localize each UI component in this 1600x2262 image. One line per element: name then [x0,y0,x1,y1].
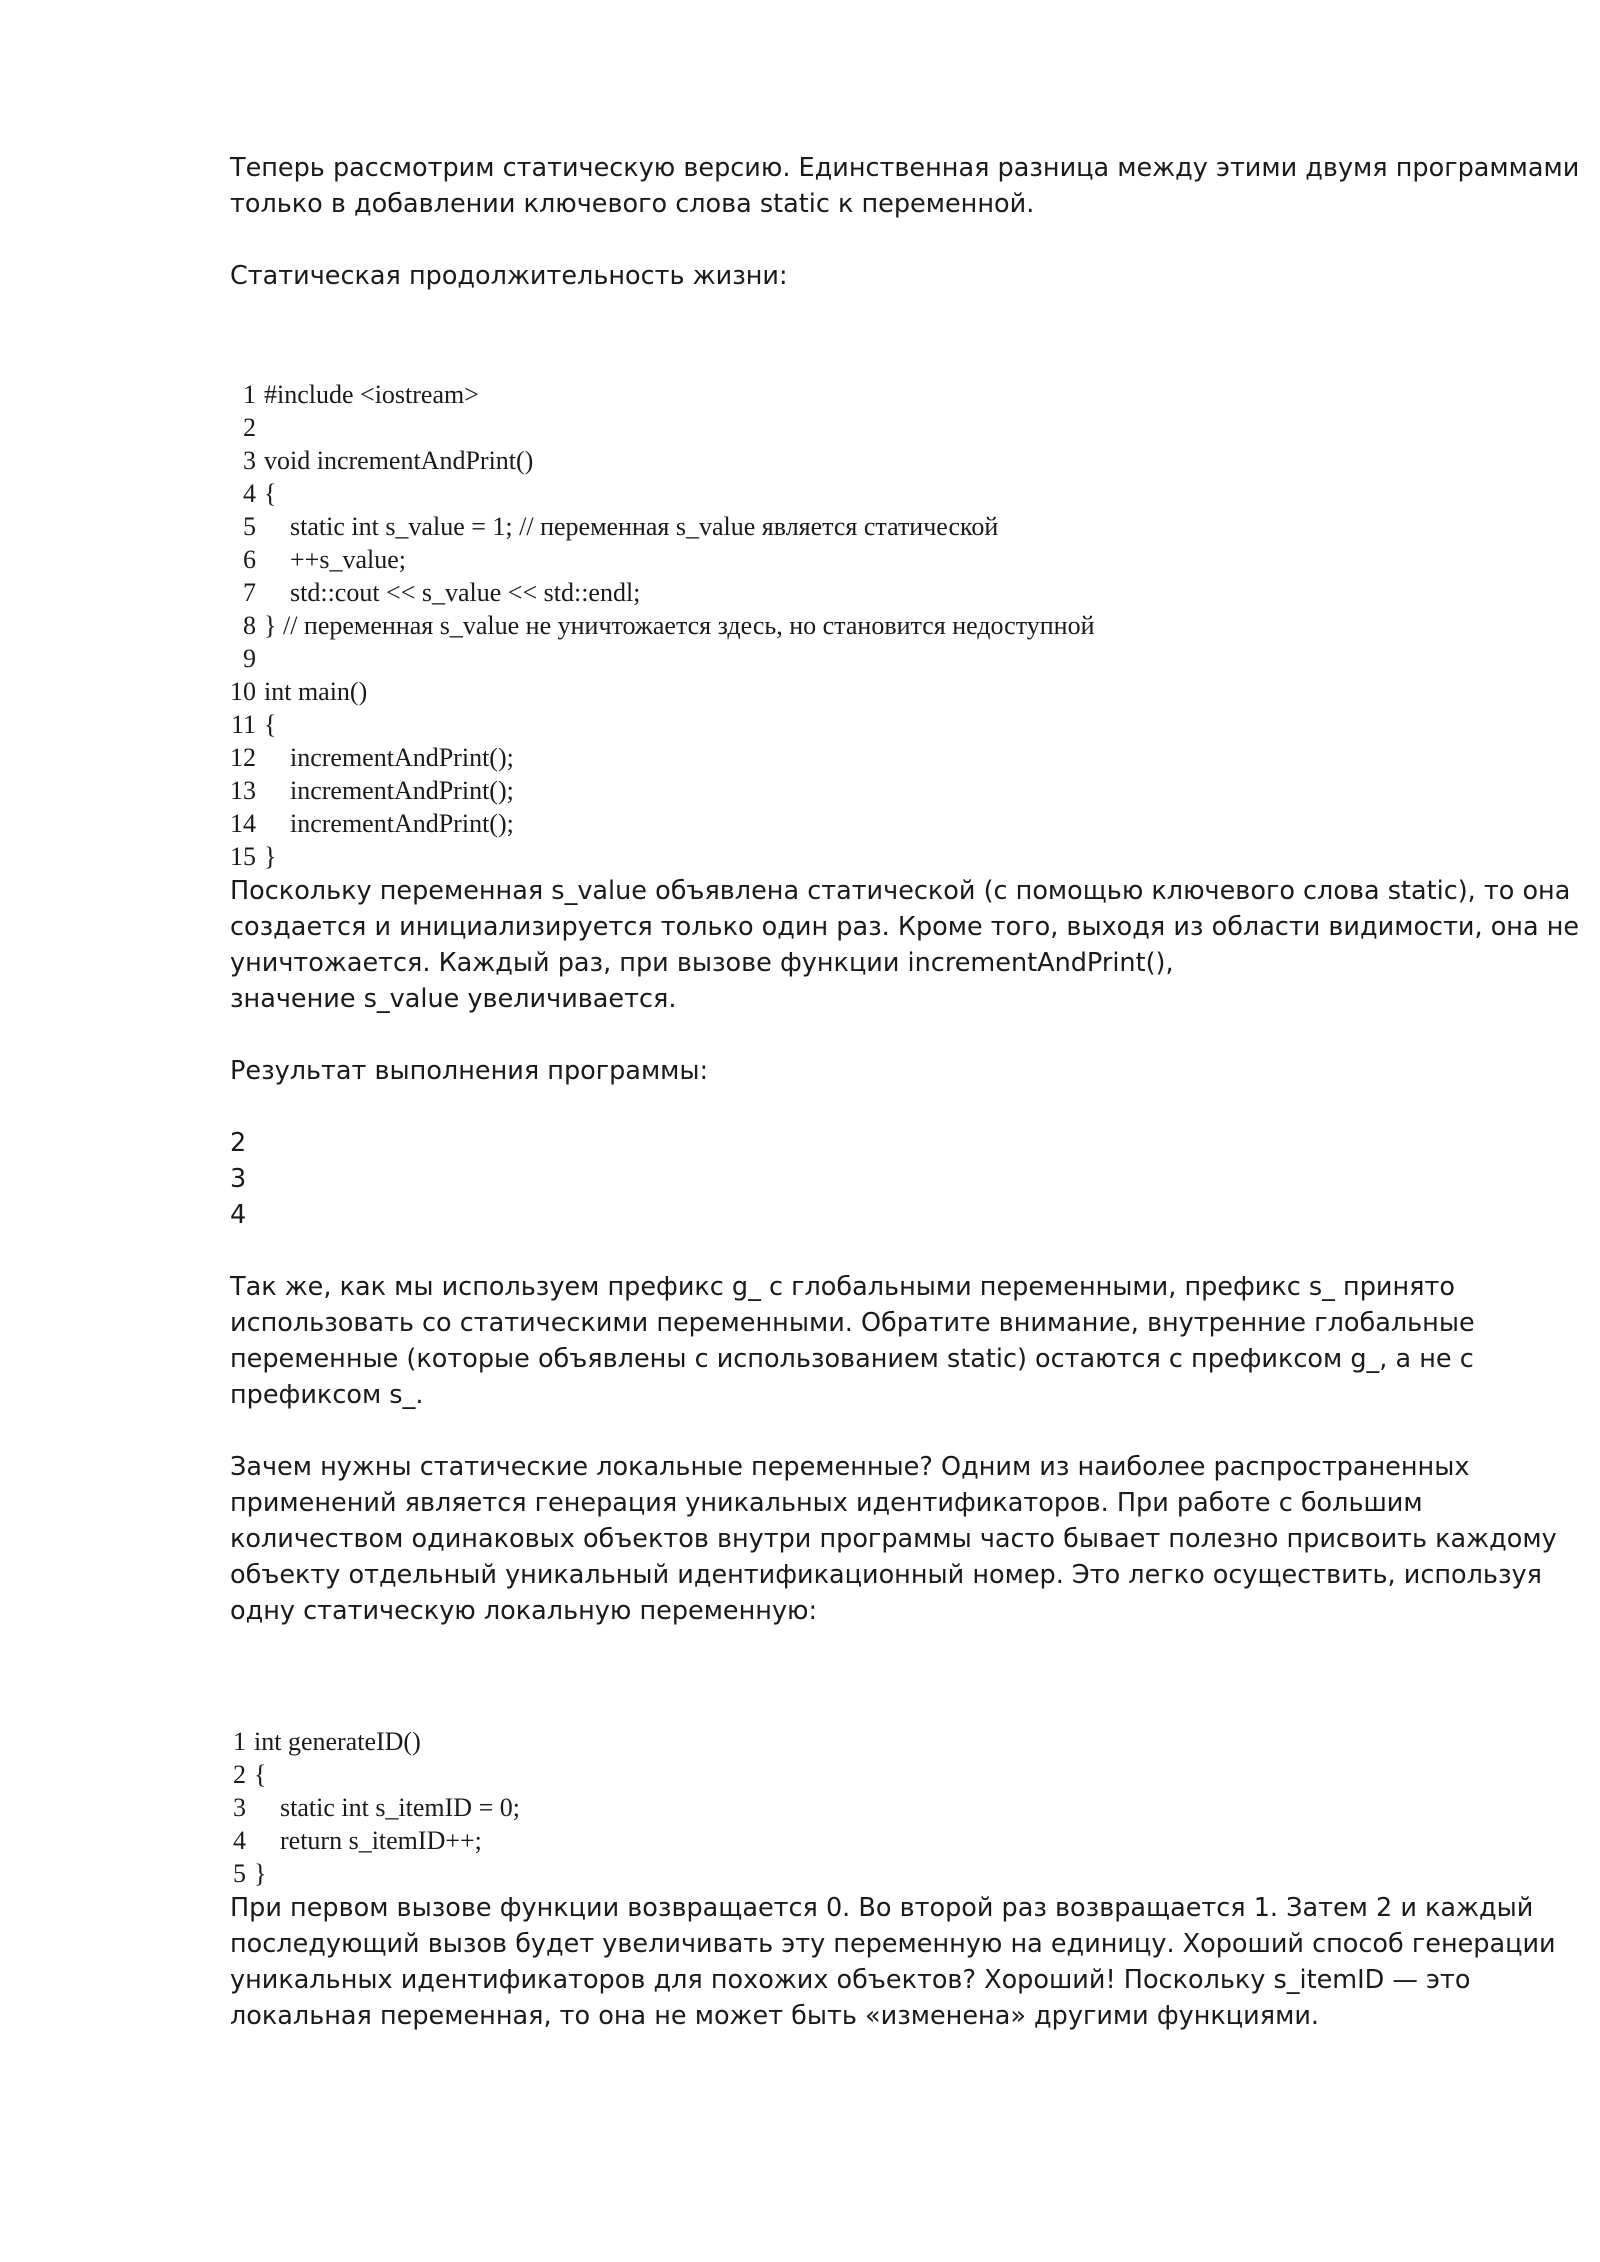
code-block-static-lifetime [230,378,1530,873]
text-line: При первом вызове функции возвращается 0. Во второй раз возвращается 1. Затем 2 и каждый [230,1893,1534,1923]
line-number: 11 [230,710,256,739]
line-number: 15 [230,842,256,871]
code-line [230,1791,1530,1824]
text-line: последующий вызов будет увеличивать эту переменную на единицу. Хороший способ генерации [230,1929,1556,1959]
code-line [230,609,1530,642]
output-line: 2 [230,1128,247,1158]
line-number: 4 [233,1826,246,1855]
text-line: Поскольку переменная s_value объявлена статической (с помощью ключевого слова static), то она [230,876,1571,906]
text-line: использовать со статическими переменными. Обратите внимание, внутренние глобальные [230,1308,1475,1338]
code-text: { [254,1760,267,1789]
code-text: { [264,710,277,739]
code-line [230,840,1530,873]
line-number: 5 [233,1859,246,1888]
code-line [230,1725,1530,1758]
code-line [230,1758,1530,1791]
code-line [230,576,1530,609]
line-number: 5 [243,512,256,541]
line-number: 2 [243,413,256,442]
code-line [230,1824,1530,1857]
text-line: Теперь рассмотрим статическую версию. Единственная разница между этими двумя программами [230,153,1580,183]
code-line [230,543,1530,576]
line-number: 1 [233,1727,246,1756]
code-line [230,1857,1530,1890]
code-text: } [264,842,277,871]
code-text: void incrementAndPrint() [264,446,534,475]
why-static-paragraph [230,1449,1557,1629]
output-line: 3 [230,1164,247,1194]
document-page [230,150,1580,2034]
text-line: Зачем нужны статические локальные переменные? Одним из наиболее распространенных [230,1452,1470,1482]
line-number: 14 [230,809,256,838]
line-number: 3 [233,1793,246,1822]
code-line [230,774,1530,807]
text-line: создается и инициализируется только один раз. Кроме того, выходя из области видимости, она не [230,912,1580,942]
code-text: return s_itemID++; [254,1826,482,1855]
line-number: 7 [243,578,256,607]
code-line [230,807,1530,840]
text-line: префиксом s_. [230,1380,424,1410]
code-line [230,378,1530,411]
output-line: 4 [230,1200,247,1230]
line-number: 1 [243,380,256,409]
code-text: static int s_itemID = 0; [254,1793,520,1822]
result-label: Результат выполнения программы: [230,1056,709,1086]
code-line [230,444,1530,477]
text-line: уничтожается. Каждый раз, при вызове функции incrementAndPrint(), [230,948,1174,978]
code-text: { [264,479,277,508]
text-line: переменные (которые объявлены с использованием static) остаются с префиксом g_, а не с [230,1344,1474,1374]
code-line [230,675,1530,708]
code-text: incrementAndPrint(); [264,809,514,838]
code-line [230,411,1530,444]
line-number: 12 [230,743,256,772]
code-text: int main() [264,677,368,706]
explanation-paragraph [230,873,1580,1017]
program-output [230,1125,1530,1233]
code-text: #include <iostream> [264,380,479,409]
code-text: } [254,1859,267,1888]
text-line: одну статическую локальную переменную: [230,1596,818,1626]
text-line: только в добавлении ключевого слова static к переменной. [230,189,1035,219]
line-number: 10 [230,677,256,706]
line-number: 2 [233,1760,246,1789]
code-text: incrementAndPrint(); [264,776,514,805]
text-line: Так же, как мы используем префикс g_ с глобальными переменными, префикс s_ принято [230,1272,1455,1302]
line-number: 8 [243,611,256,640]
line-number: 3 [243,446,256,475]
section-label: Статическая продолжительность жизни: [230,261,788,291]
code-line [230,708,1530,741]
code-text: static int s_value = 1; // переменная s_value является статической [264,512,999,541]
code-line [230,642,1530,675]
text-line: количеством одинаковых объектов внутри программы часто бывает полезно присвоить каждому [230,1524,1557,1554]
final-paragraph [230,1890,1556,2034]
prefix-paragraph [230,1269,1530,1413]
text-line: применений является генерация уникальных идентификаторов. При работе с большим [230,1488,1423,1518]
line-number: 6 [243,545,256,574]
code-text: incrementAndPrint(); [264,743,514,772]
text-line: объекту отдельный уникальный идентификационный номер. Это легко осуществить, используя [230,1560,1542,1590]
code-line [230,477,1530,510]
code-line [230,510,1530,543]
line-number: 4 [243,479,256,508]
text-line: значение s_value увеличивается. [230,984,677,1014]
line-number: 9 [243,644,256,673]
code-block-generate-id [230,1725,1530,1890]
code-text: int generateID() [254,1727,421,1756]
code-text: } // переменная s_value не уничтожается здесь, но становится недоступной [264,611,1095,640]
text-line: локальная переменная, то она не может быть «изменена» другими функциями. [230,2001,1319,2031]
code-line [230,741,1530,774]
code-text: std::cout << s_value << std::endl; [264,578,641,607]
intro-paragraph [230,150,1580,222]
line-number: 13 [230,776,256,805]
text-line: уникальных идентификаторов для похожих объектов? Хороший! Поскольку s_itemID — это [230,1965,1471,1995]
code-text: ++s_value; [264,545,406,574]
